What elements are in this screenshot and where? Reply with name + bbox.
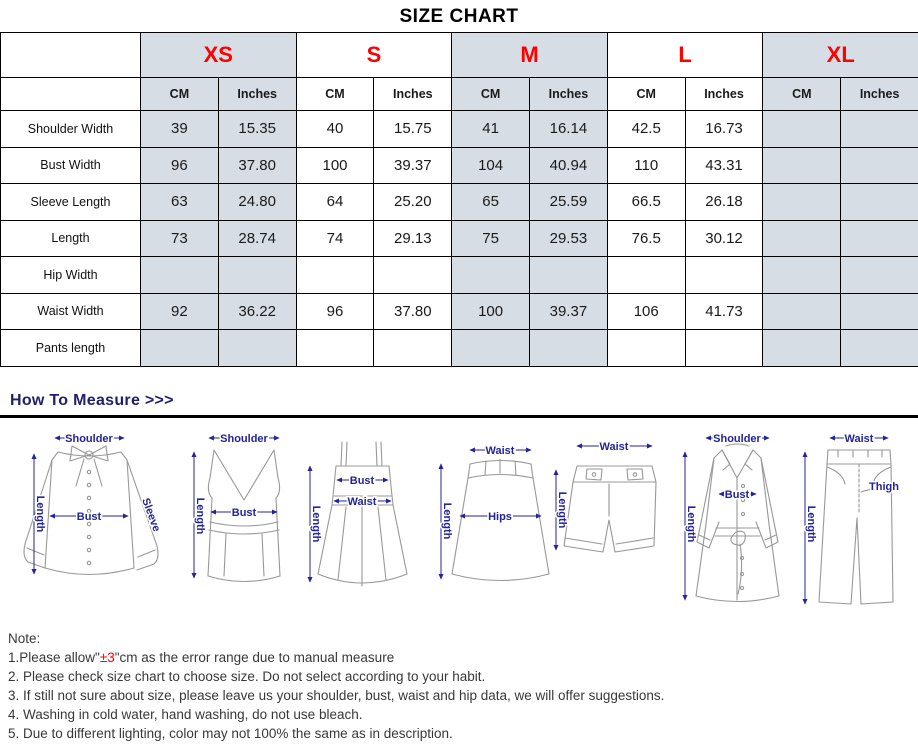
measure-diagrams	[0, 418, 918, 623]
notes-section	[0, 623, 918, 743]
size-value-cell: 40	[296, 111, 374, 148]
size-value-cell	[607, 330, 685, 367]
measure-label: Sleeve	[139, 496, 163, 533]
size-value-cell	[841, 220, 918, 257]
size-value-cell	[841, 330, 918, 367]
row-label: Hip Width	[1, 257, 141, 294]
garment-details	[697, 444, 778, 600]
row-label: Length	[1, 220, 141, 257]
measure-label: Length	[441, 502, 453, 539]
size-value-cell: 100	[296, 147, 374, 184]
size-value-cell	[296, 330, 374, 367]
corner-cell	[1, 78, 141, 111]
page-title: SIZE CHART	[399, 6, 519, 27]
unit-header-inches: Inches	[218, 78, 296, 111]
unit-header-cm: CM	[141, 78, 219, 111]
unit-header-inches: Inches	[530, 78, 608, 111]
size-value-cell: 16.14	[530, 111, 608, 148]
size-value-cell	[841, 147, 918, 184]
row-label: Sleeve Length	[1, 184, 141, 221]
size-value-cell: 37.80	[374, 293, 452, 330]
note-line-2: 2. Please check size chart to choose size. Do not select according to your habit.	[8, 668, 486, 684]
note-tolerance-value: ±3	[99, 649, 115, 665]
table-row-bust-width	[1, 147, 918, 184]
size-value-cell: 39.37	[530, 293, 608, 330]
size-value-cell	[296, 257, 374, 294]
size-value-cell	[841, 257, 918, 294]
size-value-cell: 25.59	[530, 184, 608, 221]
size-value-cell: 73	[141, 220, 219, 257]
size-value-cell	[763, 147, 841, 184]
size-value-cell	[141, 257, 219, 294]
measure-label: Waist	[347, 495, 377, 508]
how-to-measure-heading: How To Measure >>>	[10, 391, 174, 409]
size-value-cell	[763, 220, 841, 257]
row-label: Waist Width	[1, 293, 141, 330]
size-value-cell	[218, 330, 296, 367]
measure-label: Hips	[488, 510, 512, 523]
unit-header-cm: CM	[452, 78, 530, 111]
size-value-cell: 29.13	[374, 220, 452, 257]
size-value-cell: 43.31	[685, 147, 763, 184]
measure-label: Bust	[231, 506, 257, 519]
garment-outline	[819, 450, 893, 604]
note-line-4: 4. Washing in cold water, hand washing, do not use bleach.	[8, 706, 363, 722]
size-value-cell	[607, 257, 685, 294]
measure-label: Bust	[724, 488, 750, 501]
measure-label: Length	[34, 495, 46, 532]
size-value-cell: 25.20	[374, 184, 452, 221]
notes-heading: Note:	[8, 630, 41, 646]
measure-label: Shoulder	[713, 432, 761, 445]
size-value-cell	[841, 111, 918, 148]
unit-header-inches: Inches	[841, 78, 918, 111]
garment-sketch-tank-top	[194, 433, 280, 582]
size-value-cell	[530, 257, 608, 294]
size-value-cell: 96	[296, 293, 374, 330]
unit-header-cm: CM	[607, 78, 685, 111]
unit-header-row	[1, 78, 918, 111]
garment-sketch-coat	[685, 433, 779, 602]
size-value-cell: 15.35	[218, 111, 296, 148]
size-value-cell: 39	[141, 111, 219, 148]
table-row-sleeve-length	[1, 184, 918, 221]
corner-cell	[1, 33, 141, 78]
size-value-cell: 75	[452, 220, 530, 257]
size-value-cell	[841, 293, 918, 330]
size-value-cell: 110	[607, 147, 685, 184]
size-value-cell	[218, 257, 296, 294]
measure-label: Shoulder	[220, 432, 268, 445]
row-label: Bust Width	[1, 147, 141, 184]
garment-sketch-slip-dress	[310, 442, 407, 586]
size-value-cell: 30.12	[685, 220, 763, 257]
size-value-cell: 92	[141, 293, 219, 330]
size-value-cell	[763, 257, 841, 294]
size-value-cell: 24.80	[218, 184, 296, 221]
size-value-cell: 40.94	[530, 147, 608, 184]
measure-label: Thigh	[869, 480, 899, 493]
note-line-5: 5. Due to different lighting, color may not 100% the same as in description.	[8, 725, 453, 741]
size-header-s: S	[296, 33, 452, 78]
measure-label: Waist	[485, 444, 515, 457]
size-value-cell	[530, 330, 608, 367]
garment-details	[338, 507, 386, 586]
size-value-cell: 76.5	[607, 220, 685, 257]
size-header-row	[1, 33, 918, 78]
garment-sketch-pants	[805, 433, 899, 604]
measure-label: Length	[194, 497, 206, 534]
size-value-cell: 26.18	[685, 184, 763, 221]
size-value-cell	[685, 330, 763, 367]
measure-label: Length	[685, 505, 697, 542]
size-value-cell: 29.53	[530, 220, 608, 257]
size-value-cell: 41	[452, 111, 530, 148]
size-value-cell: 64	[296, 184, 374, 221]
size-value-cell: 104	[452, 147, 530, 184]
size-value-cell	[141, 330, 219, 367]
measure-label: Length	[805, 505, 817, 542]
garment-details	[209, 522, 279, 576]
measure-label: Bust	[76, 510, 102, 523]
note-line-3: 3. If still not sure about size, please leave us your shoulder, bust, waist and hip data, we will offer suggestions.	[8, 687, 665, 703]
garment-details	[565, 469, 653, 544]
note-line-1	[8, 648, 910, 667]
size-value-cell	[452, 330, 530, 367]
size-value-cell	[685, 257, 763, 294]
note-text: 1.Please allow"	[8, 649, 100, 665]
size-value-cell: 16.73	[685, 111, 763, 148]
size-value-cell	[841, 184, 918, 221]
measure-label: Bust	[349, 474, 375, 487]
table-row-length	[1, 220, 918, 257]
table-row-waist-width	[1, 293, 918, 330]
measure-label: Length	[310, 505, 322, 542]
size-value-cell: 15.75	[374, 111, 452, 148]
size-value-cell: 100	[452, 293, 530, 330]
size-value-cell	[763, 184, 841, 221]
size-value-cell	[763, 111, 841, 148]
table-row-hip-width	[1, 257, 918, 294]
size-value-cell: 36.22	[218, 293, 296, 330]
size-value-cell: 39.37	[374, 147, 452, 184]
measure-label: Waist	[844, 432, 874, 445]
size-value-cell: 37.80	[218, 147, 296, 184]
note-text: "cm as the error range due to manual measure	[114, 649, 395, 665]
size-value-cell	[374, 257, 452, 294]
size-value-cell: 106	[607, 293, 685, 330]
size-header-m: M	[452, 33, 608, 78]
size-value-cell	[452, 257, 530, 294]
size-value-cell	[374, 330, 452, 367]
size-value-cell: 96	[141, 147, 219, 184]
size-value-cell: 28.74	[218, 220, 296, 257]
size-header-xl: XL	[763, 33, 918, 78]
size-value-cell: 66.5	[607, 184, 685, 221]
size-header-xs: XS	[141, 33, 297, 78]
size-value-cell	[763, 330, 841, 367]
table-row-pants-length	[1, 330, 918, 367]
garment-sketch-skirt	[441, 445, 549, 581]
size-value-cell: 42.5	[607, 111, 685, 148]
garment-sketch-shorts	[556, 441, 656, 552]
row-label: Shoulder Width	[1, 111, 141, 148]
size-value-cell: 41.73	[685, 293, 763, 330]
size-value-cell	[763, 293, 841, 330]
size-value-cell: 74	[296, 220, 374, 257]
measure-label: Shoulder	[65, 432, 113, 445]
unit-header-inches: Inches	[374, 78, 452, 111]
unit-header-inches: Inches	[685, 78, 763, 111]
table-row-shoulder-width	[1, 111, 918, 148]
size-value-cell: 63	[141, 184, 219, 221]
garment-sketch-blouse	[24, 433, 162, 575]
measure-label: Length	[556, 491, 568, 528]
unit-header-cm: CM	[763, 78, 841, 111]
row-label: Pants length	[1, 330, 141, 367]
size-value-cell: 65	[452, 184, 530, 221]
unit-header-cm: CM	[296, 78, 374, 111]
measure-label: Waist	[599, 440, 629, 453]
size-header-l: L	[607, 33, 763, 78]
size-chart-table	[0, 32, 918, 367]
